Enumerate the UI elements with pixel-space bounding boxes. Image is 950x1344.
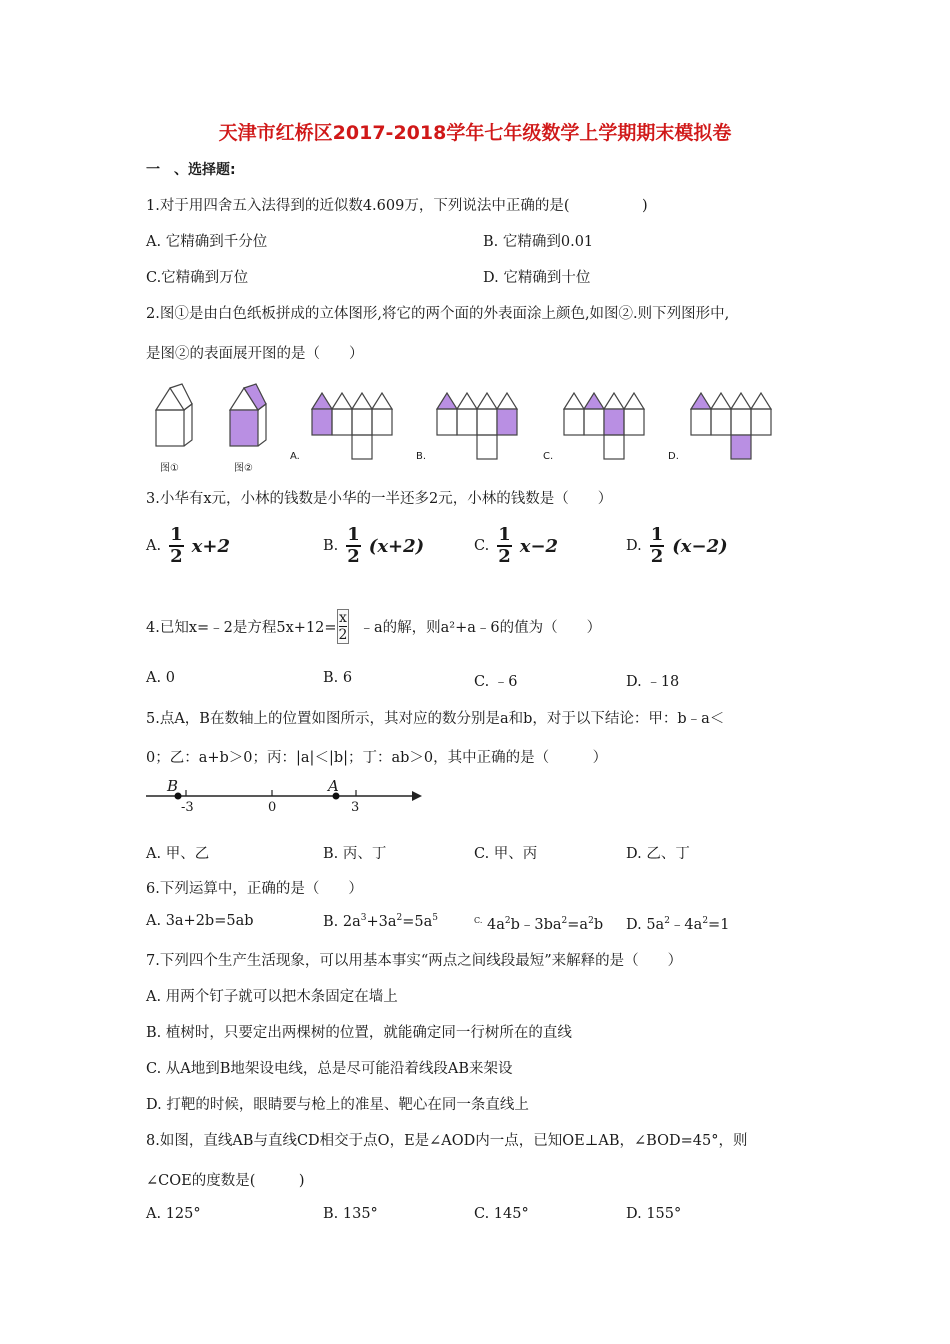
q8-option-a: A. 125° <box>146 1206 201 1222</box>
q8-stem-line2: ∠COE的度数是( ) <box>146 1173 305 1189</box>
fig1-front-face <box>156 410 184 446</box>
fig2-side-face <box>258 404 266 446</box>
q3-stem: 3.小华有x元，小林的钱数是小华的一半还多2元，小林的钱数是（ ） <box>146 491 613 507</box>
fig2-front-face-shaded <box>230 410 258 446</box>
q6-option-c <box>474 913 603 934</box>
q1-option-c: C.它精确到万位 <box>146 270 249 286</box>
q6-d-part1: D. 5a <box>626 917 665 933</box>
point-b-label: B <box>167 777 179 795</box>
q8-stem-line1: 8.如图，直线AB与直线CD相交于点O，E是∠AOD内一点，已知OE⊥AB，∠BOD=45°，则 <box>146 1133 748 1149</box>
q6-d-exp2: 2 <box>702 916 709 927</box>
page-title: 天津市红桥区2017-2018学年七年级数学上学期期末模拟卷 <box>218 122 732 144</box>
q3-option-b-label: B. <box>323 538 339 554</box>
q3-option-b-fraction <box>346 525 361 567</box>
net-b-label: B. <box>416 451 427 462</box>
q5-stem-line1: 5.点A，B在数轴上的位置如图所示，其对应的数分别是a和b，对于以下结论：甲：b﹣a＜ <box>146 711 725 727</box>
frac-num: 1 <box>170 524 183 545</box>
q6-c-part3: =a <box>567 917 589 933</box>
q6-c-part4: b <box>593 917 604 933</box>
net-a-label: A. <box>290 451 300 462</box>
q6-option-d <box>626 913 729 934</box>
q6-option-b <box>323 913 438 930</box>
q6-d-part2: ﹣4a <box>669 917 703 933</box>
q6-stem: 6.下列运算中，正确的是（ ） <box>146 881 363 897</box>
q3-option-d-label: D. <box>626 538 642 554</box>
q3-option-d-expr: (x−2) <box>672 535 728 557</box>
q6-c-label: C. <box>474 916 483 926</box>
tick-label-3: 3 <box>351 800 360 815</box>
q6-b-exp1: 3 <box>360 913 367 923</box>
frac-den: 2 <box>347 546 360 567</box>
point-a-label: A <box>328 777 339 795</box>
frac-num: 1 <box>650 524 664 545</box>
q4-fraction <box>337 609 350 644</box>
q6-c-exp1: 2 <box>504 916 511 927</box>
q6-option-a: A. 3a+2b=5ab <box>146 913 254 929</box>
q4-frac-num: x <box>339 609 347 626</box>
frac-den: 2 <box>498 546 511 567</box>
q3-option-c-expr: x−2 <box>519 535 559 557</box>
q4-stem <box>146 606 601 646</box>
frac-num: 1 <box>498 524 511 545</box>
q6-b-part3: =5a <box>402 913 433 930</box>
net-c-label: C. <box>543 451 554 462</box>
q6-b-exp3: 5 <box>432 913 439 923</box>
net-d-label: D. <box>668 451 679 462</box>
q8-option-b: B. 135° <box>323 1206 378 1222</box>
tick-label-0: 0 <box>268 800 277 815</box>
q6-b-exp2: 2 <box>396 913 403 923</box>
q3-option-c-fraction <box>497 525 512 567</box>
q6-c-exp3: 2 <box>588 916 594 927</box>
q3-option-a-label: A. <box>146 538 162 554</box>
q7-option-a: A. 用两个钉子就可以把木条固定在墙上 <box>146 989 398 1005</box>
q5-option-d: D. 乙、丁 <box>626 846 690 862</box>
q6-d-part3: =1 <box>708 917 730 933</box>
frac-den: 2 <box>650 546 664 567</box>
frac-num: 1 <box>347 524 360 545</box>
q7-stem: 7.下列四个生产生活现象，可以用基本事实“两点之间线段最短”来解释的是（ ） <box>146 953 683 969</box>
q3-option-d <box>626 522 728 570</box>
fig1-side-face <box>184 404 192 446</box>
q1-option-b: B. 它精确到0.01 <box>483 234 594 250</box>
q3-option-d-fraction <box>650 525 665 567</box>
q6-c-exp2: 2 <box>561 916 568 927</box>
q3-option-a-fraction <box>169 525 184 567</box>
q2-stem-line1: 2.图①是由白色纸板拼成的立体图形,将它的两个面的外表面涂上颜色,如图②.则下列图形中, <box>146 306 730 322</box>
q3-option-b <box>323 522 424 570</box>
q4-stem-pre: 4.已知x=﹣2是方程5x+12= <box>146 619 337 636</box>
fig1-roof-front <box>156 388 184 410</box>
q1-option-d: D. 它精确到十位 <box>483 270 591 286</box>
q1-stem: 1.对于用四舍五入法得到的近似数4.609万，下列说法中正确的是( ) <box>146 198 648 214</box>
q7-option-d: D. 打靶的时候，眼睛要与枪上的准星、靶心在同一条直线上 <box>146 1097 529 1113</box>
q8-option-d: D. 155° <box>626 1206 682 1222</box>
q4-stem-post: ﹣a的解，则a²+a﹣6的值为（ ） <box>359 619 602 636</box>
q6-b-part2: +3a <box>366 913 397 930</box>
q3-option-a <box>146 522 230 570</box>
q6-c-part2: b﹣3ba <box>510 917 562 933</box>
section-heading: 一 、选择题: <box>146 162 236 178</box>
axis-arrow <box>412 791 422 801</box>
frac-den: 2 <box>170 546 183 567</box>
q5-option-b: B. 丙、丁 <box>323 846 387 862</box>
q6-c-part1: 4a <box>487 917 505 933</box>
q1-option-a: A. 它精确到千分位 <box>146 234 268 250</box>
q8-option-c: C. 145° <box>474 1206 529 1222</box>
q4-option-a: A. 0 <box>146 670 175 686</box>
q4-option-c: C. ﹣6 <box>474 674 518 690</box>
tick-label-minus3: -3 <box>181 800 194 815</box>
q2-stem-line2: 是图②的表面展开图的是（ ） <box>146 346 364 362</box>
fig1-label: 图① <box>160 463 179 474</box>
q4-option-d: D. ﹣18 <box>626 674 680 690</box>
q3-option-b-expr: (x+2) <box>368 535 425 557</box>
q7-option-b: B. 植树时，只要定出两棵树的位置，就能确定同一行树所在的直线 <box>146 1025 572 1041</box>
q5-stem-line2: 0；乙：a+b＞0；丙：|a|＜|b|；丁：ab＞0，其中正确的是（ ） <box>146 750 608 766</box>
fig2-label: 图② <box>234 463 253 474</box>
q3-option-c <box>474 522 558 570</box>
q5-option-a: A. 甲、乙 <box>146 846 210 862</box>
q3-option-c-label: C. <box>474 538 490 554</box>
q6-b-part1: B. 2a <box>323 913 361 930</box>
q7-option-c: C. 从A地到B地架设电线，总是尽可能沿着线段AB来架设 <box>146 1061 513 1077</box>
q5-option-c: C. 甲、丙 <box>474 846 538 862</box>
q4-frac-den: 2 <box>338 626 348 643</box>
q6-d-exp1: 2 <box>664 916 670 927</box>
q3-option-a-expr: x+2 <box>191 535 230 557</box>
q4-option-b: B. 6 <box>323 670 353 686</box>
